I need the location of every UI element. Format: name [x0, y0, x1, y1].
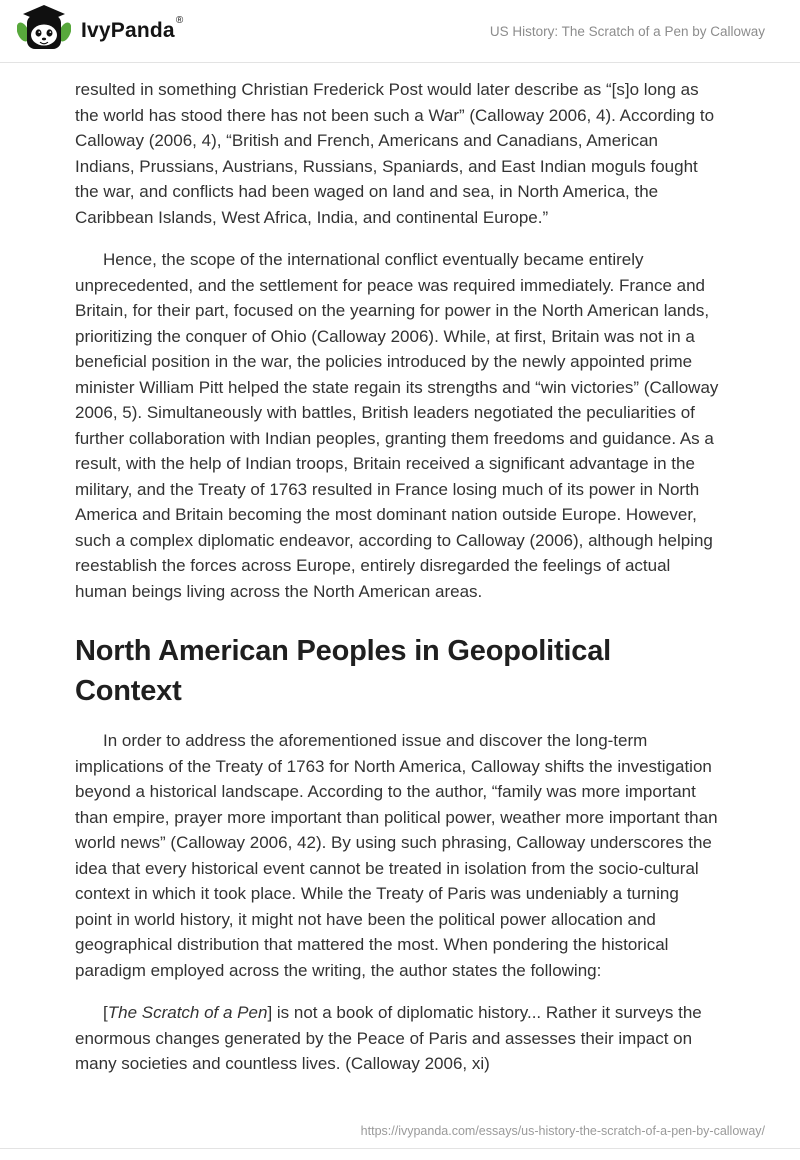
article-body [0, 63, 800, 1077]
paragraph: Hence, the scope of the international conflict eventually became entirely unprecedented, and the settlement for peace was required immediately. France and Britain, for their part, focused on the yearning for power in the North American lands, prioritizing the conquer of Ohio (Calloway 2006). While, at first, Britain was not in a beneficial position in the war, the policies introduced by the newly appointed prime minister William Pitt helped the state regain its strengths and “win victories” (Calloway 2006, 5). Simultaneously with battles, British leaders negotiated the peculiarities of further collaboration with Indian peoples, granting them freedoms and guidance. As a result, with the help of Indian troops, Britain received a significant advantage in the military, and the Treaty of 1763 resulted in France losing much of its power in North America and Britain becoming the most dominant nation outside Europe. However, such a complex diplomatic endeavor, according to Calloway (2006), although helping reestablish the forces across Europe, entirely disregarded the feelings of actual human beings living across the North American areas. [75, 250, 719, 601]
section-heading: North American Peoples in Geopolitical Context [75, 635, 611, 707]
page-header [0, 0, 800, 63]
source-url: https://ivypanda.com/essays/us-history-the-scratch-of-a-pen-by-calloway/ [360, 1124, 765, 1138]
registered-trademark-symbol: ® [175, 15, 184, 26]
quote-open-bracket: [ [103, 1003, 108, 1022]
document-title: US History: The Scratch of a Pen by Calloway [489, 23, 765, 39]
brand-name: IvyPanda® [81, 15, 184, 42]
ivypanda-panda-graduate-logo-icon [17, 5, 71, 58]
paragraph: resulted in something Christian Frederick Post would later describe as “[s]o long as the world has stood there has not been such a War” (Calloway 2006, 4). According to Calloway (2006, 4), “British and French, Americans and Canadians, American Indians, Prussians, Austrians, Russians, Spaniards, and East Indian moguls fought the war, and conflicts had been waged on land and sea, in North America, the Caribbean Islands, West Africa, India, and continental Europe.” [75, 80, 715, 227]
quoted-book-title: The Scratch of a Pen [107, 1003, 268, 1022]
page-footer [0, 1122, 800, 1149]
paragraph: In order to address the aforementioned issue and discover the long-term implications of the Treaty of 1763 for North America, Calloway shifts the investigation beyond a historical landscape. According to the author, “family was more important than empire, prayer more important than political power, weather more important than world news” (Calloway 2006, 42). By using such phrasing, Calloway underscores the idea that every historical event cannot be treated in isolation from the socio-cultural context in which it took place. While the Treaty of Paris was undeniably a turning point in world history, it might not have been the political power allocation and geographical distribution that mattered the most. When pondering the historical paradigm employed across the writing, the author states the following: [75, 731, 718, 980]
brand-lockup[interactable] [17, 5, 183, 58]
block-quote [75, 1000, 720, 1077]
quote-text: ] is not a book of diplomatic history... Rather it surveys the enormous changes generated by the Peace of Paris and assesses their impact on many societies and countless lives. (Calloway 2006, xi) [75, 1003, 702, 1073]
